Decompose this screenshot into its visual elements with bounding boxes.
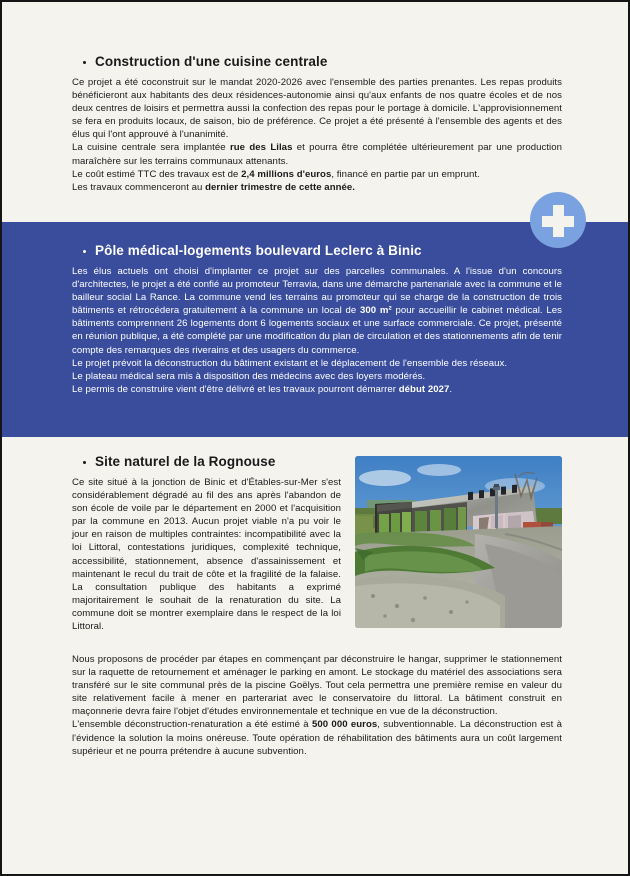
section-rognouse-proposal [72, 653, 562, 758]
hangar-rognouse-photo [355, 456, 562, 628]
paragraph: Les élus actuels ont choisi d'implanter ce projet sur des parcelles communales. A l'issue d'un concours d'architectes, le projet a été confié au promoteur Terravia, dans une démarche partenariale avec la commune et le bailleur social La Rance. La commune vend les terrains au promoteur qui se charge de la construction de trois bâtiments et rétrocédera gratuitement à la commune un local de 300 m² pour accueillir le cabinet médical. Les bâtiments comprennent 26 logements dont 6 logements sociaux et une surface commerciale. Ce projet, présenté en réunion publique, a été complété par une modification du plan de circulation et des stationnements afin de tenir compte des remarques des riverains et des usagers du commerce. [72, 266, 563, 356]
emphasis-text: début 2027 [398, 383, 450, 395]
section-body-cuisine-centrale [72, 76, 562, 194]
paragraph: Ce projet a été coconstruit sur le mandat 2020-2026 avec l'ensemble des parties prenantes. Les repas produits bénéficieront aux habitants des deux résidences-autonomie ainsi qu'aux enfants de nos quatre écoles et de nos deux centres de loisirs et permettra aussi la confection des repas pour le portage à domicile. L'approvisionnement se fera en produits locaux, de saison, bio de préférence. Ce projet a été présenté à l'ensemble des agents et des élus qui l'ont approuvé à l'unanimité. [72, 77, 562, 141]
section-heading-site-rognouse [72, 454, 562, 470]
emphasis-text: dernier trimestre de cette année. [205, 181, 356, 193]
section-body-pole-medical [72, 265, 562, 396]
bullet-icon [83, 461, 86, 464]
emphasis-text: 2,4 millions d'euros [241, 168, 332, 180]
section-pole-medical [72, 243, 562, 396]
emphasis-text: 500 000 euros [311, 719, 378, 731]
emphasis-text: 300 m² [360, 305, 392, 317]
cross-vertical-bar [553, 205, 564, 237]
emphasis-text: rue des Lilas [229, 142, 293, 154]
section-site-rognouse [72, 454, 562, 634]
paragraph: L'ensemble déconstruction-renaturation a été estimé à 500 000 euros, subventionnable. La déconstruction est à l'évidence la solution la moins onéreuse. Toute opération de réhabilitation des bâtiments aura un coût largement supérieur et ne pourra prétendre à aucune subvention. [72, 719, 562, 757]
bullet-icon [83, 250, 86, 253]
medical-cross-icon [530, 192, 586, 248]
paragraph: Le plateau médical sera mis à disposition des médecins avec des loyers modérés. [72, 370, 426, 382]
paragraph: Le permis de construire vient d'être délivré et les travaux pourront démarrer début 2027. [72, 383, 453, 395]
paragraph: La cuisine centrale sera implantée rue des Lilas et pourra être complétée ultérieurement par une production maraîchère sur les terrains communaux attenants. [72, 142, 562, 167]
paragraph: Le coût estimé TTC des travaux est de 2,4 millions d'euros, financé en partie par un emprunt. [72, 168, 480, 180]
paragraph: Les travaux commenceront au dernier trimestre de cette année. [72, 181, 356, 193]
heading-text: Site naturel de la Rognouse [95, 454, 276, 469]
paragraph: Ce site situé à la jonction de Binic et d'Étables-sur-Mer s'est considérablement dégradé au fil des ans après l'abandon de son école de voile par le département en 2000 et l'acquisition par la commune en 2013. Aucun projet viable n'a pu voir le jour en raison de multiples contraintes: incompatibilité avec la loi Littoral, contestations juridiques, complexité technique, accessibilité, stationnement, absence d'assainissement et maintenant le recul du trait de côte et la fragilité de la falaise. La consultation publique des habitants a exprimé majoritairement le souhait de la renaturation du site. La commune doit se montrer exemplaire dans le respect de la loi Littoral. [72, 477, 341, 633]
paragraph: Nous proposons de procéder par étapes en commençant par déconstruire le hangar, supprimer le stationnement sur la raquette de retournement et aménager le parking en amont. Le stockage du matériel des associations sera transféré sur le site communal près de la piscine Goëlys. Tout cela permettra une première remise en valeur du site relativement facile à mener en parterariat avec le conservatoire du littoral. La bâtiment construit en maçonnerie devra faire l'objet d'études environnementale et technique en vue de la déconstruction. [72, 654, 562, 718]
heading-text: Construction d'une cuisine centrale [95, 54, 328, 69]
bullet-icon [83, 61, 86, 64]
heading-text: Pôle médical-logements boulevard Leclerc à Binic [95, 243, 422, 258]
paragraph: Le projet prévoit la déconstruction du bâtiment existant et le déplacement de l'ensemble des réseaux. [72, 357, 508, 369]
section-heading-pole-medical [72, 243, 562, 259]
section-body-rognouse-proposal [72, 653, 562, 758]
section-cuisine-centrale [72, 54, 562, 194]
section-heading-cuisine-centrale [72, 54, 562, 70]
